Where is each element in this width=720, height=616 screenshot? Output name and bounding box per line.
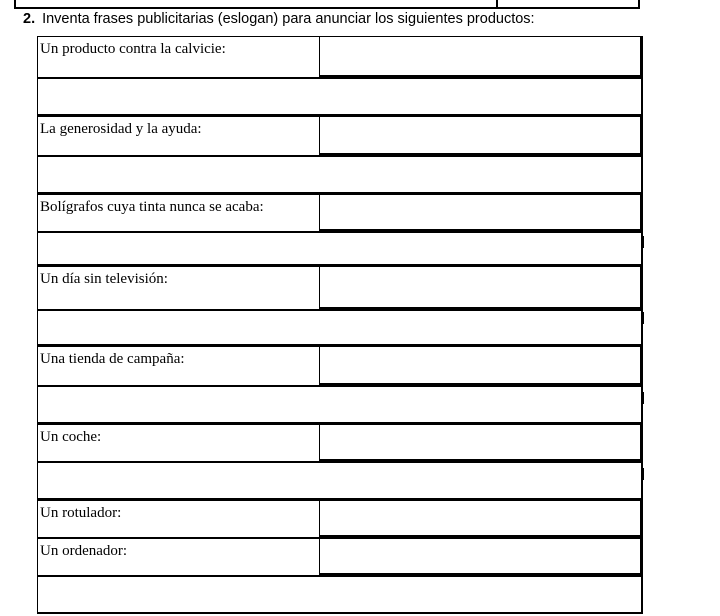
previous-table-bottom bbox=[14, 0, 640, 9]
item-answer-field[interactable] bbox=[320, 347, 642, 385]
slogan-answer-line[interactable] bbox=[37, 386, 643, 424]
exercise-instruction bbox=[23, 11, 535, 27]
item-row bbox=[37, 538, 643, 576]
item-answer-field[interactable] bbox=[320, 501, 642, 537]
slogan-answer-line[interactable] bbox=[37, 232, 643, 266]
slogan-answer-line[interactable] bbox=[37, 310, 643, 346]
item-answer-field[interactable] bbox=[320, 267, 642, 309]
item-label: La generosidad y la ayuda: bbox=[38, 117, 320, 155]
item-label: Un día sin televisión: bbox=[38, 267, 320, 309]
border-tick bbox=[642, 468, 644, 480]
item-row bbox=[37, 36, 643, 78]
item-row bbox=[37, 500, 643, 538]
slogan-answer-line[interactable] bbox=[37, 576, 643, 614]
exercise-number: 2. bbox=[23, 11, 36, 27]
slogan-answer-line[interactable] bbox=[37, 462, 643, 500]
item-answer-field[interactable] bbox=[320, 117, 642, 155]
item-row bbox=[37, 116, 643, 156]
item-answer-field[interactable] bbox=[320, 539, 642, 575]
border-tick bbox=[642, 312, 644, 324]
item-answer-field[interactable] bbox=[320, 425, 642, 461]
border-tick bbox=[642, 392, 644, 404]
item-answer-field[interactable] bbox=[320, 37, 642, 77]
item-label: Un ordenador: bbox=[38, 539, 320, 575]
border-tick bbox=[642, 236, 644, 248]
item-row bbox=[37, 194, 643, 232]
item-row bbox=[37, 424, 643, 462]
slogan-answer-line[interactable] bbox=[37, 156, 643, 194]
item-label: Un producto contra la calvicie: bbox=[38, 37, 320, 77]
item-label: Un coche: bbox=[38, 425, 320, 461]
previous-table-column-divider bbox=[496, 0, 498, 7]
item-row bbox=[37, 266, 643, 310]
item-row bbox=[37, 346, 643, 386]
item-label: Una tienda de campaña: bbox=[38, 347, 320, 385]
exercise-text: Inventa frases publicitarias (eslogan) para anunciar los siguientes productos: bbox=[42, 11, 535, 27]
item-answer-field[interactable] bbox=[320, 195, 642, 231]
slogan-answer-line[interactable] bbox=[37, 78, 643, 116]
item-label: Un rotulador: bbox=[38, 501, 320, 537]
item-label: Bolígrafos cuya tinta nunca se acaba: bbox=[38, 195, 320, 231]
